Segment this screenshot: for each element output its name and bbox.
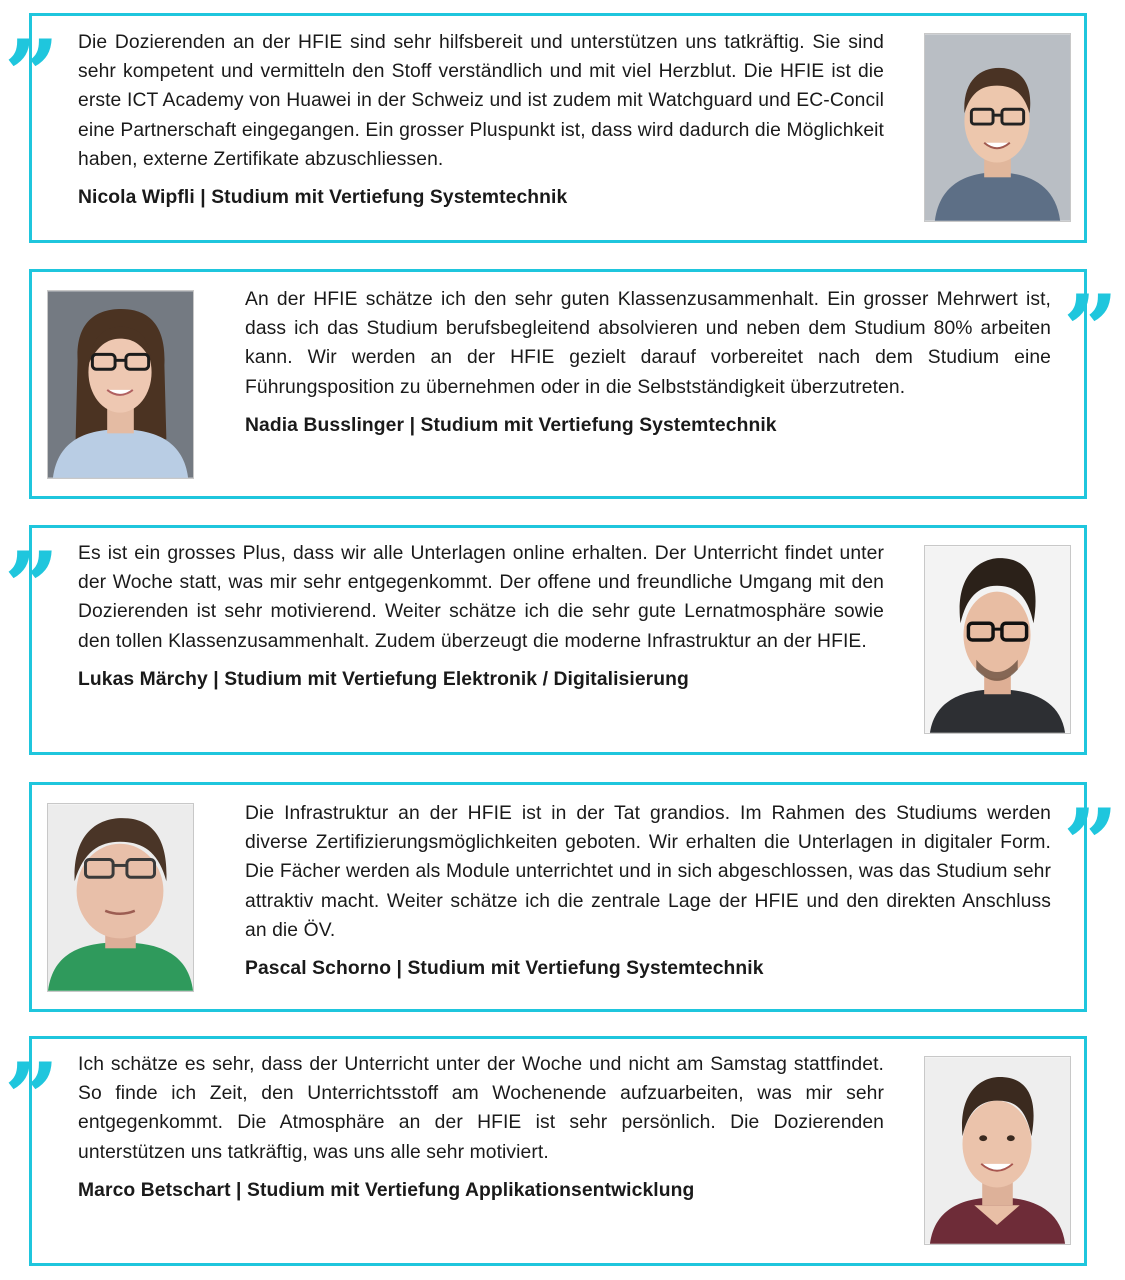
testimonial-author: Marco Betschart | Studium mit Vertiefung Applikationsentwicklung (78, 1179, 695, 1201)
testimonial-quote: Die Dozierenden an der HFIE sind sehr hilfsbereit und unterstützen uns tatkräftig. Sie sind sehr kompetent und vermitteln den Stoff verständlich und mit viel Herzblut. Die HFIE ist die erste ICT Academy von Huawei in der Schweiz und ist zudem mit Watchguard und EC-Concil eine Partnerschaft eingegangen. Ein grosser Pluspunkt ist, dass wird dadurch die Möglichkeit haben, externe Zertifikate abzuschliessen. (78, 32, 884, 170)
portrait-photo (924, 33, 1071, 222)
testimonial-quote: Ich schätze es sehr, dass der Unterricht unter der Woche und nicht am Samstag stattfindet. So finde ich Zeit, den Unterrichtsstoff am Wochenende aufzuarbeiten, was mir sehr entgegenkommt. Die Atmosphäre an der HFIE ist sehr persönlich. Die Dozierenden unterstützen uns tatkräftig, was uns alle sehr motiviert. (78, 1054, 884, 1163)
testimonial-quote: An der HFIE schätze ich den sehr guten Klassenzusammenhalt. Ein grosser Mehrwert ist, dass ich das Studium berufsbegleitend absolvieren und neben dem Studium 80% arbeiten kann. Wir werden an der HFIE gezielt darauf vorbereitet nach dem Studium eine Führungsposition zu übernehmen oder in die Selbstständigkeit überzutreten. (245, 289, 1051, 398)
portrait-photo (47, 803, 194, 992)
testimonial-author: Pascal Schorno | Studium mit Vertiefung Systemtechnik (245, 958, 764, 980)
testimonial-text-block (78, 1050, 884, 1205)
quote-mark-icon: ” (4, 19, 60, 132)
portrait-photo (924, 1056, 1071, 1245)
testimonial-text-block (245, 799, 1051, 983)
testimonial-text-block (78, 28, 884, 212)
testimonial-quote: Die Infrastruktur an der HFIE ist in der Tat grandios. Im Rahmen des Studiums werden diverse Zertifizierungsmöglichkeiten geboten. Wir erhalten die Unterlagen in digitaler Form. Die Fächer werden als Module unterrichtet und in sich abgeschlossen, was das Studium sehr attraktiv macht. Weiter schätze ich die zentrale Lage der HFIE und den direkten Anschluss an die ÖV. (245, 803, 1051, 941)
portrait-photo-icon (925, 1057, 1070, 1244)
quote-mark-icon: ” (1063, 274, 1119, 387)
testimonial-quote: Es ist ein grosses Plus, dass wir alle Unterlagen online erhalten. Der Unterricht findet unter der Woche statt, was mir sehr entgegenkommt. Der offene und freundliche Umgang mit den Dozierenden ist sehr motivierend. Weiter schätze ich die sehr gute Lernatmosphäre sowie den tollen Klassenzusammenhalt. Zudem überzeugt die moderne Infrastruktur an der HFIE. (78, 543, 884, 652)
testimonial-author: Lukas Märchy | Studium mit Vertiefung Elektronik / Digitalisierung (78, 668, 689, 690)
portrait-photo-icon (48, 804, 193, 991)
portrait-photo-icon (48, 291, 193, 478)
portrait-photo (47, 290, 194, 479)
portrait-photo-icon (925, 34, 1070, 221)
testimonial-text-block (245, 285, 1051, 440)
testimonial-text-block (78, 539, 884, 694)
testimonial-author: Nicola Wipfli | Studium mit Vertiefung Systemtechnik (78, 187, 568, 209)
quote-mark-icon: ” (1063, 788, 1119, 901)
quote-mark-icon: ” (4, 531, 60, 644)
portrait-photo (924, 545, 1071, 734)
testimonial-author: Nadia Busslinger | Studium mit Vertiefung Systemtechnik (245, 414, 777, 436)
quote-mark-icon: ” (4, 1042, 60, 1155)
portrait-photo-icon (925, 546, 1070, 733)
